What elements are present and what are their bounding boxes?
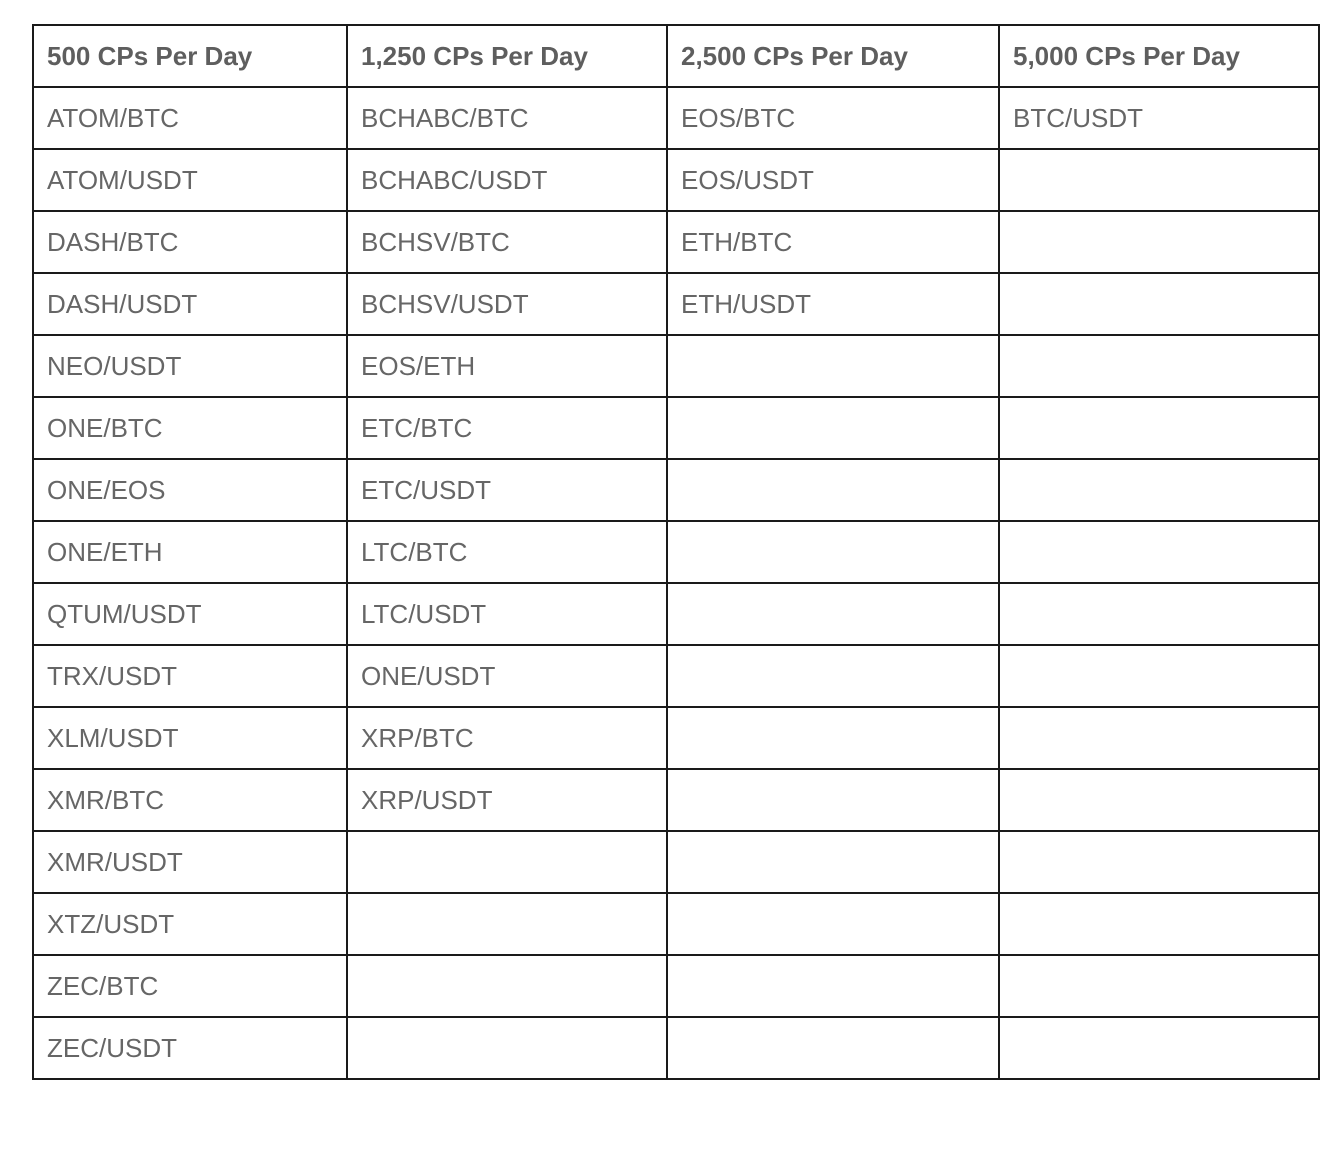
pair-cell — [667, 955, 999, 1017]
pair-cell — [347, 955, 667, 1017]
pair-cell — [667, 335, 999, 397]
pair-cell — [667, 397, 999, 459]
pair-cell: XRP/BTC — [347, 707, 667, 769]
pair-cell — [347, 831, 667, 893]
table-row — [33, 149, 1319, 211]
cp-tier-table — [32, 24, 1320, 1080]
pair-cell — [347, 1017, 667, 1079]
pair-cell: BCHSV/BTC — [347, 211, 667, 273]
header-500-cps: 500 CPs Per Day — [33, 25, 347, 87]
pair-cell — [999, 769, 1319, 831]
pair-cell — [999, 397, 1319, 459]
pair-cell — [999, 831, 1319, 893]
pair-cell: EOS/USDT — [667, 149, 999, 211]
pair-cell: ZEC/USDT — [33, 1017, 347, 1079]
table-row — [33, 645, 1319, 707]
pair-cell: EOS/BTC — [667, 87, 999, 149]
pair-cell: XRP/USDT — [347, 769, 667, 831]
pair-cell: LTC/USDT — [347, 583, 667, 645]
pair-cell — [999, 211, 1319, 273]
pair-cell — [667, 521, 999, 583]
pair-cell — [999, 335, 1319, 397]
pair-cell: XTZ/USDT — [33, 893, 347, 955]
pair-cell — [667, 645, 999, 707]
pair-cell — [667, 459, 999, 521]
pair-cell: ONE/USDT — [347, 645, 667, 707]
table-row — [33, 955, 1319, 1017]
pair-cell: ETC/USDT — [347, 459, 667, 521]
pair-cell — [999, 893, 1319, 955]
table-header — [33, 25, 1319, 87]
pair-cell: XLM/USDT — [33, 707, 347, 769]
pair-cell: NEO/USDT — [33, 335, 347, 397]
header-5000-cps: 5,000 CPs Per Day — [999, 25, 1319, 87]
pair-cell — [347, 893, 667, 955]
pair-cell — [667, 893, 999, 955]
pair-cell: BCHABC/BTC — [347, 87, 667, 149]
table-row — [33, 521, 1319, 583]
pair-cell: ETC/BTC — [347, 397, 667, 459]
table-body — [33, 87, 1319, 1079]
pair-cell — [999, 149, 1319, 211]
pair-cell: BCHABC/USDT — [347, 149, 667, 211]
header-row — [33, 25, 1319, 87]
pair-cell: BCHSV/USDT — [347, 273, 667, 335]
pair-cell: DASH/USDT — [33, 273, 347, 335]
header-2500-cps: 2,500 CPs Per Day — [667, 25, 999, 87]
pair-cell — [667, 583, 999, 645]
pair-cell: ONE/BTC — [33, 397, 347, 459]
pair-cell — [999, 273, 1319, 335]
table-row — [33, 211, 1319, 273]
pair-cell: LTC/BTC — [347, 521, 667, 583]
table-row — [33, 459, 1319, 521]
pair-cell: TRX/USDT — [33, 645, 347, 707]
table-row — [33, 583, 1319, 645]
pair-cell: ETH/USDT — [667, 273, 999, 335]
pair-cell — [999, 955, 1319, 1017]
pair-cell — [999, 521, 1319, 583]
pair-cell: DASH/BTC — [33, 211, 347, 273]
pair-cell: ONE/ETH — [33, 521, 347, 583]
table-row — [33, 273, 1319, 335]
pair-cell — [999, 645, 1319, 707]
table-row — [33, 335, 1319, 397]
pair-cell: EOS/ETH — [347, 335, 667, 397]
pair-cell — [999, 583, 1319, 645]
pair-cell: ZEC/BTC — [33, 955, 347, 1017]
pair-cell: ATOM/BTC — [33, 87, 347, 149]
pair-cell — [667, 831, 999, 893]
pair-cell: BTC/USDT — [999, 87, 1319, 149]
pair-cell — [999, 459, 1319, 521]
table-row — [33, 831, 1319, 893]
pair-cell: ONE/EOS — [33, 459, 347, 521]
pair-cell: ATOM/USDT — [33, 149, 347, 211]
pair-cell — [999, 1017, 1319, 1079]
table-row — [33, 769, 1319, 831]
table-row — [33, 397, 1319, 459]
pair-cell: XMR/USDT — [33, 831, 347, 893]
pair-cell — [667, 1017, 999, 1079]
pair-cell: XMR/BTC — [33, 769, 347, 831]
pair-cell — [667, 769, 999, 831]
table-row — [33, 1017, 1319, 1079]
pair-cell: QTUM/USDT — [33, 583, 347, 645]
table-row — [33, 707, 1319, 769]
table-row — [33, 893, 1319, 955]
pair-cell — [667, 707, 999, 769]
header-1250-cps: 1,250 CPs Per Day — [347, 25, 667, 87]
pair-cell: ETH/BTC — [667, 211, 999, 273]
table-row — [33, 87, 1319, 149]
pair-cell — [999, 707, 1319, 769]
